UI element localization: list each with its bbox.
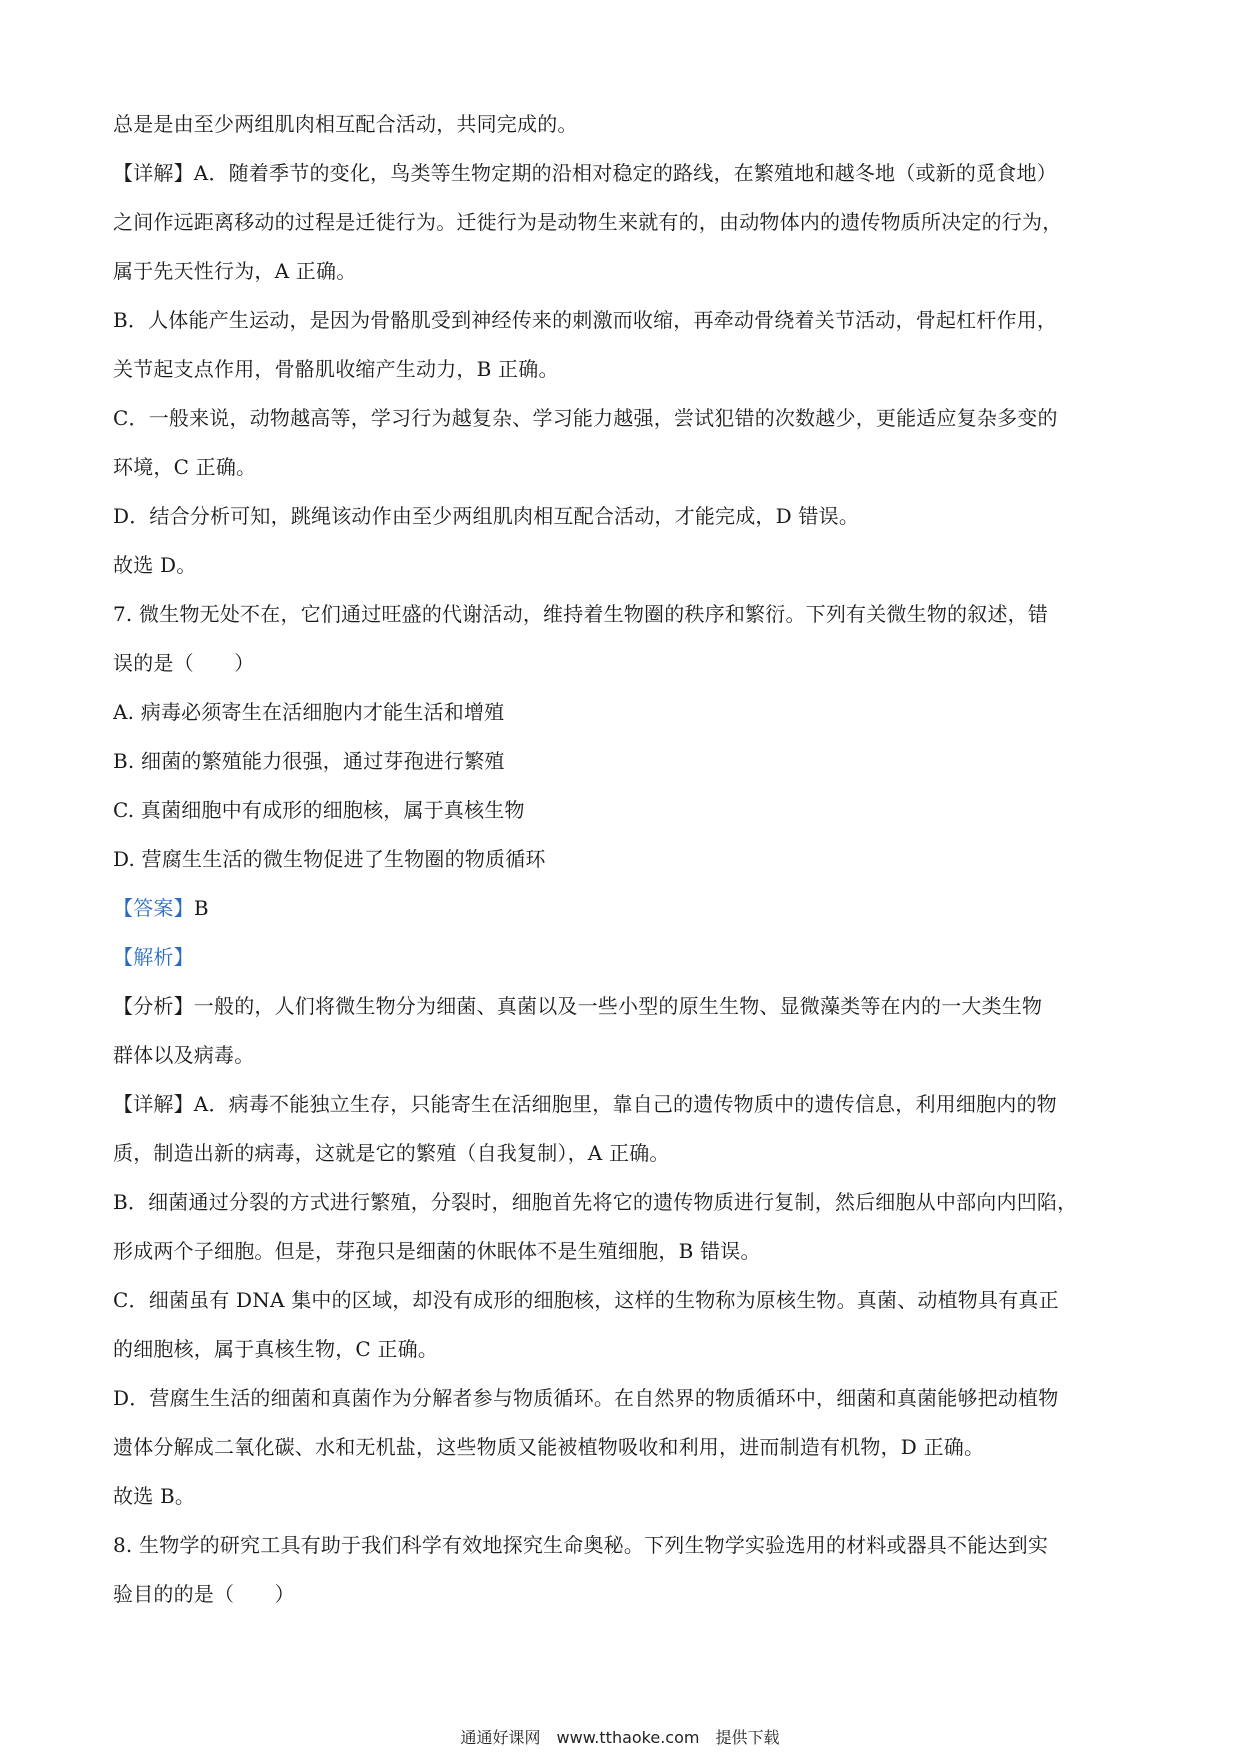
text-line: C．细菌虽有 DNA 集中的区域，却没有成形的细胞核，这样的生物称为原核生物。真菌、动植物具有真正	[113, 1288, 1059, 1312]
text-line: 群体以及病毒。	[113, 1043, 255, 1067]
text-line: 【分析】一般的，人们将微生物分为细菌、真菌以及一些小型的原生生物、显微藻类等在内的一大类生物	[113, 994, 1043, 1018]
option-b: B. 细菌的繁殖能力很强，通过芽孢进行繁殖	[113, 749, 505, 773]
text-line: D．营腐生生活的细菌和真菌作为分解者参与物质循环。在自然界的物质循环中，细菌和真菌能够把动植物	[113, 1386, 1059, 1410]
answer-value: B	[193, 896, 209, 920]
question-8-stem-cont: 验目的的是（ ）	[113, 1582, 295, 1606]
option-a: A. 病毒必须寄生在活细胞内才能生活和增殖	[113, 700, 505, 724]
text-line: 形成两个子细胞。但是，芽孢只是细菌的休眠体不是生殖细胞，B 错误。	[113, 1239, 761, 1263]
answer-tag: 【答案】	[113, 896, 194, 920]
text-line: 之间作远距离移动的过程是迁徙行为。迁徙行为是动物生来就有的，由动物体内的遗传物质所决定的行为，	[113, 210, 1063, 234]
option-c: C. 真菌细胞中有成形的细胞核，属于真核生物	[113, 798, 525, 822]
text-line: 故选 B。	[113, 1484, 196, 1508]
text-line: 遗体分解成二氧化碳、水和无机盐，这些物质又能被植物吸收和利用，进而制造有机物，D 正确。	[113, 1435, 985, 1459]
option-d: D. 营腐生生活的微生物促进了生物圈的物质循环	[113, 847, 546, 871]
question-8-stem: 8. 生物学的研究工具有助于我们科学有效地探究生命奥秘。下列生物学实验选用的材料或器具不能达到实	[113, 1533, 1049, 1557]
text-line: 质，制造出新的病毒，这就是它的繁殖（自我复制），A 正确。	[113, 1141, 670, 1165]
text-line: 【详解】A．随着季节的变化，鸟类等生物定期的沿相对稳定的路线，在繁殖地和越冬地（或新的觅食地）	[113, 161, 1057, 185]
text-line: C．一般来说，动物越高等，学习行为越复杂、学习能力越强，尝试犯错的次数越少，更能适应复杂多变的	[113, 406, 1058, 430]
text-line: B．细菌通过分裂的方式进行繁殖，分裂时，细胞首先将它的遗传物质进行复制，然后细胞从中部向内凹陷，	[113, 1190, 1078, 1214]
text-line: 【详解】A．病毒不能独立生存，只能寄生在活细胞里，靠自己的遗传物质中的遗传信息，利用细胞内的物	[113, 1092, 1057, 1116]
analysis-line	[113, 933, 1133, 982]
text-line: 环境，C 正确。	[113, 455, 257, 479]
answer-line	[113, 884, 1133, 933]
question-7-stem: 7. 微生物无处不在，它们通过旺盛的代谢活动，维持着生物圈的秩序和繁衍。下列有关微生物的叙述，错	[113, 602, 1049, 626]
text-line: 的细胞核，属于真核生物，C 正确。	[113, 1337, 439, 1361]
page-footer: 通通好课网 www.tthaoke.com 提供下载	[460, 1728, 780, 1747]
text-line: 总是是由至少两组肌肉相互配合活动，共同完成的。	[113, 112, 578, 136]
text-line: B．人体能产生运动，是因为骨骼肌受到神经传来的刺激而收缩，再牵动骨绕着关节活动，骨起杠杆作用，	[113, 308, 1058, 332]
analysis-tag: 【解析】	[113, 945, 194, 969]
text-line: 故选 D。	[113, 553, 197, 577]
text-line: D．结合分析可知，跳绳该动作由至少两组肌肉相互配合活动，才能完成，D 错误。	[113, 504, 860, 528]
question-7-stem-cont: 误的是（ ）	[113, 651, 255, 675]
text-line: 属于先天性行为，A 正确。	[113, 259, 357, 283]
text-line: 关节起支点作用，骨骼肌收缩产生动力，B 正确。	[113, 357, 559, 381]
page-content	[113, 100, 1133, 1619]
